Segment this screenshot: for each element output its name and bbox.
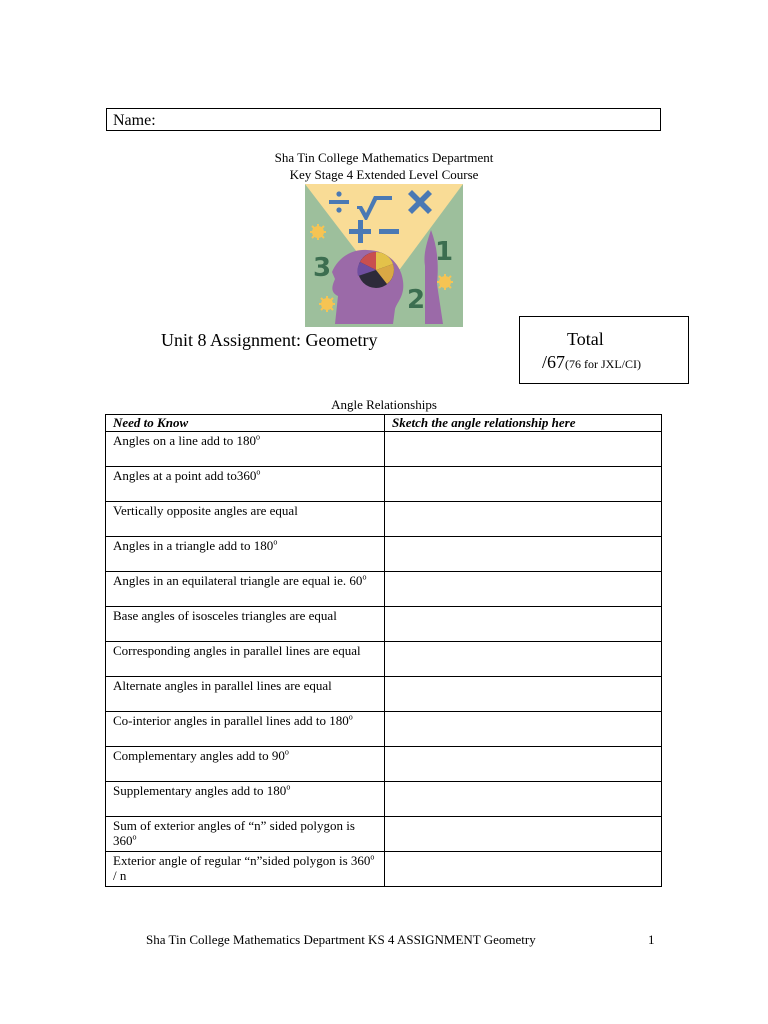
sketch-cell[interactable] bbox=[385, 677, 662, 712]
page-footer: Sha Tin College Mathematics Department KS 4 ASSIGNMENT Geometry bbox=[146, 932, 536, 947]
angle-fact-text: Co-interior angles in parallel lines add to 180 bbox=[113, 713, 349, 728]
degree-symbol: o bbox=[362, 572, 367, 582]
sketch-cell[interactable] bbox=[385, 817, 662, 852]
table-row bbox=[106, 467, 662, 502]
angle-fact-text: Exterior angle of regular “n”sided polygon is 360 bbox=[113, 853, 371, 868]
angle-fact-text: Angles on a line add to 180 bbox=[113, 433, 256, 448]
degree-symbol: o bbox=[348, 712, 353, 722]
name-field[interactable] bbox=[106, 108, 661, 131]
department-heading: Sha Tin College Mathematics Department bbox=[274, 150, 494, 165]
table-row bbox=[106, 642, 662, 677]
total-max-score: /67 bbox=[542, 352, 566, 372]
table-row bbox=[106, 572, 662, 607]
angle-fact-text: Angles in an equilateral triangle are equal ie. 60 bbox=[113, 573, 363, 588]
table-row bbox=[106, 537, 662, 572]
sketch-cell[interactable] bbox=[385, 537, 662, 572]
assignment-title: Unit 8 Assignment: Geometry bbox=[161, 330, 378, 350]
angle-fact-cell bbox=[106, 572, 385, 607]
page-number: 1 bbox=[648, 932, 655, 947]
sketch-cell[interactable] bbox=[385, 432, 662, 467]
angle-relationships-table bbox=[105, 414, 662, 887]
degree-symbol: o bbox=[286, 782, 291, 792]
degree-symbol: o bbox=[132, 832, 137, 842]
course-heading: Key Stage 4 Extended Level Course bbox=[289, 167, 479, 182]
angle-fact-text: Supplementary angles add to 180 bbox=[113, 783, 287, 798]
angle-fact-text: Angles at a point add to360 bbox=[113, 468, 257, 483]
table-header-row bbox=[106, 415, 662, 432]
angle-fact-text: Vertically opposite angles are equal bbox=[113, 503, 298, 518]
table-row bbox=[106, 607, 662, 642]
logo-number-1: 1 bbox=[435, 237, 454, 267]
angle-fact-cell bbox=[106, 782, 385, 817]
angle-fact-text: Sum of exterior angles of “n” sided polygon is 360 bbox=[113, 818, 355, 848]
table-caption: Angle Relationships bbox=[331, 397, 437, 412]
column-header-sketch: Sketch the angle relationship here bbox=[385, 415, 662, 432]
degree-symbol: o bbox=[284, 747, 289, 757]
angle-fact-text: Corresponding angles in parallel lines are equal bbox=[113, 643, 361, 658]
name-label: Name: bbox=[113, 112, 156, 129]
degree-symbol: o bbox=[255, 432, 260, 442]
angle-fact-text: Alternate angles in parallel lines are equal bbox=[113, 678, 332, 693]
angle-fact-text: Angles in a triangle add to 180 bbox=[113, 538, 274, 553]
degree-symbol: o bbox=[370, 852, 375, 862]
sketch-cell[interactable] bbox=[385, 852, 662, 887]
table-row bbox=[106, 817, 662, 852]
sketch-cell[interactable] bbox=[385, 607, 662, 642]
total-label: Total bbox=[567, 329, 604, 349]
table-row bbox=[106, 747, 662, 782]
table-row bbox=[106, 677, 662, 712]
angle-fact-cell bbox=[106, 677, 385, 712]
table-row bbox=[106, 782, 662, 817]
angle-fact-text: Complementary angles add to 90 bbox=[113, 748, 285, 763]
sketch-cell[interactable] bbox=[385, 467, 662, 502]
sketch-cell[interactable] bbox=[385, 572, 662, 607]
math-head-logo-icon bbox=[305, 184, 463, 327]
angle-fact-cell bbox=[106, 537, 385, 572]
degree-symbol: o bbox=[256, 467, 261, 477]
degree-symbol: o bbox=[273, 537, 278, 547]
angle-fact-cell bbox=[106, 712, 385, 747]
table-row bbox=[106, 432, 662, 467]
angle-fact-text: Base angles of isosceles triangles are equal bbox=[113, 608, 337, 623]
angle-fact-cell bbox=[106, 467, 385, 502]
angle-fact-cell bbox=[106, 817, 385, 852]
angle-fact-cell bbox=[106, 747, 385, 782]
sketch-cell[interactable] bbox=[385, 642, 662, 677]
sketch-cell[interactable] bbox=[385, 502, 662, 537]
sketch-cell[interactable] bbox=[385, 782, 662, 817]
angle-fact-cell bbox=[106, 432, 385, 467]
logo-number-2: 2 bbox=[407, 285, 426, 315]
total-value bbox=[542, 351, 641, 375]
angle-fact-cell bbox=[106, 607, 385, 642]
total-note: (76 for JXL/CI) bbox=[565, 357, 641, 371]
table-row bbox=[106, 852, 662, 887]
angle-fact-cell bbox=[106, 852, 385, 887]
sketch-cell[interactable] bbox=[385, 712, 662, 747]
table-row bbox=[106, 712, 662, 747]
table-row bbox=[106, 502, 662, 537]
column-header-need-to-know: Need to Know bbox=[106, 415, 385, 432]
sketch-cell[interactable] bbox=[385, 747, 662, 782]
angle-fact-cell bbox=[106, 642, 385, 677]
total-score-box bbox=[519, 316, 689, 384]
logo-number-3: 3 bbox=[313, 253, 332, 283]
angle-fact-cell bbox=[106, 502, 385, 537]
angle-fact-tail: / n bbox=[113, 868, 127, 883]
